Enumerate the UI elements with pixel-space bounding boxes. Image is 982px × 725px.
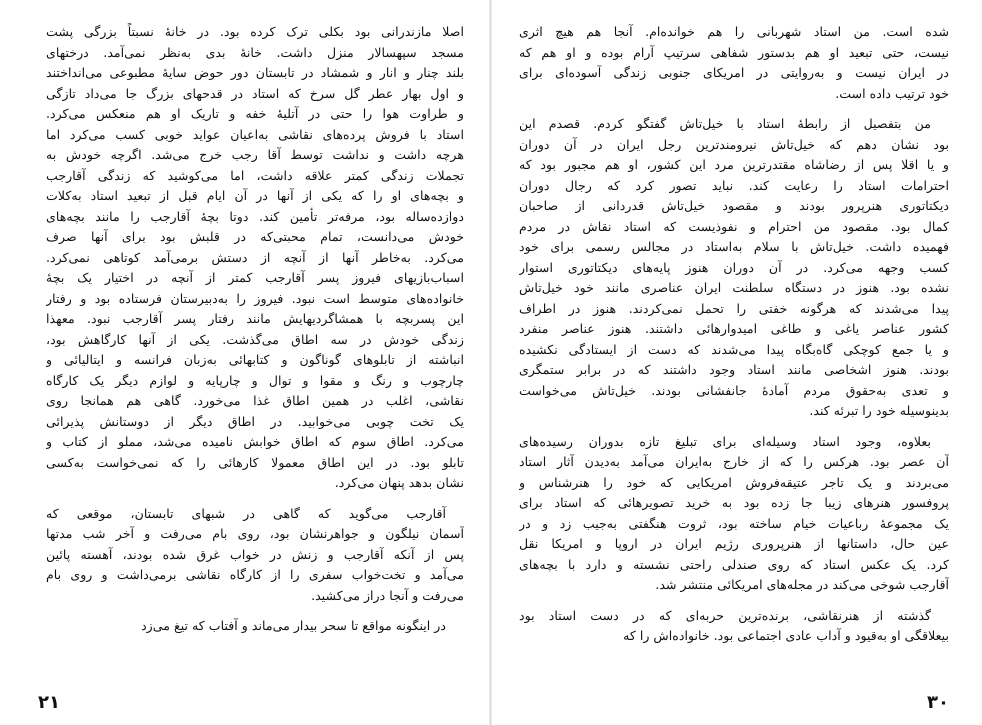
text-line: بلند چنار و انار و شمشاد در تابستان دور حوض سایهٔ مطبوعی می‌انداختند (46, 65, 464, 80)
text-line: بدینوسیله خود را تبرئه کند. (809, 403, 949, 418)
text-line: می‌کرد. به‌خاطر آنها از آنچه از دستش برمی‌آمد کوتاهی نمی‌کرد. (46, 249, 464, 265)
text-line: یک مجموعهٔ رباعیات خیام ساخته بود، ثروت هنگفتی به‌جیب زد و در (519, 515, 949, 531)
text-line: زندگی خودش در سه اطاق می‌گذشت. یکی از آنها کارگاهش بود، (46, 331, 464, 347)
text-line: آن عصر بود. هرکس را که از خارج به‌ایران می‌آمد به‌دیدن آثار استاد (519, 454, 949, 469)
text-line: اصلا مازندرانی بود بکلی ترک کرده بود. در خانهٔ نسبتاً بزرگی پشت (46, 24, 464, 39)
text-line: نقاشی، اغلب در همین اطاق غذا می‌خورد. گاهی هم همانجا روی (46, 393, 464, 408)
text-line: استاد با فروش پرده‌های نقاشی به‌اعیان عواید خوبی کسب می‌کرد اما (46, 126, 464, 142)
paragraph-gap (519, 596, 949, 606)
text-line: می‌بردند و یک تاجر عتیقه‌فروش امریکایی که خود را هنرشناس و (519, 474, 949, 490)
text-line: و تعدی به‌حقوق مردم آمادهٔ جانفشانی بودند. خیل‌تاش می‌خواست (519, 382, 949, 398)
text-line: این پسربچه با همشاگردیهایش مانند رفتار پسر آقارجب نبود. معهذا (46, 311, 464, 326)
text-line: و یا اقلا پس از رضاشاه مقتدرترین مرد این کشور، او هم مجبور بود که (519, 157, 949, 172)
text-line: شده است. من استاد شهربانی را هم خوانده‌ام. آنجا هم هیچ اثری (519, 24, 949, 39)
text-line: کرد. یک عکس استاد که روی صندلی راحتی نشسته و دارد با بچه‌های (519, 556, 949, 572)
text-line: اسباب‌بازیهای فیروز پسر آقارجب کمتر از آنچه در اختیار یک بچهٔ (46, 270, 464, 285)
text-line: فهمیده داشت. خیل‌تاش با سلام به‌استاد در مجالس رسمی برای خود (519, 239, 949, 254)
text-line: می‌رفت و آنجا دراز می‌کشید. (311, 587, 464, 603)
text-line: در اینگونه مواقع تا سحر بیدار می‌ماند و آفتاب که تیغ می‌زد (141, 618, 446, 633)
text-line: احترامات استاد را رعایت کند. نباید تصور کرد که رجال دوران (519, 177, 949, 193)
text-line: کمال بود. مقصود من احترام و نفوذیست که استاد نقاش در مردم (519, 218, 949, 234)
text-line: مسجد سپهسالار منزل داشت. خانهٔ بدی به‌نظر نمی‌آمد. درختهای (46, 44, 464, 60)
text-line: در ایران نیست و به‌روایتی در امریکای جنوبی زندگی آسوده‌ای برای (519, 65, 949, 80)
text-line: و اول بهار عطر گل سرخ که استاد در قدحهای بزرگ جا می‌داد تازگی (46, 85, 464, 101)
text-line: کسب وجهه می‌کرد. در آن دوران هنوز پایه‌های دیکتاتوری استوار (519, 259, 949, 275)
left-page-number: ۲۱ (38, 692, 60, 713)
text-line: گذشته از هنرنقاشی، برنده‌ترین حربه‌ای که در دست استاد بود (519, 607, 931, 623)
text-line: یک تخت چوبی می‌خوابید. در اطاق دیگر از دوستانش پذیرائی (46, 413, 464, 429)
text-line: من بتفصیل از رابطهٔ استاد با خیل‌تاش گفتگو کردم. قصدم این (519, 116, 931, 131)
text-line: نشان بدهد پنهان می‌کرد. (334, 475, 464, 490)
text-line: دیکتاتوری هنرپرور بودند و مقصود خیل‌تاش قدردانی از صاحبان (519, 198, 949, 213)
text-line: و یا جمع کوچکی گاه‌بگاه پیدا می‌شدند که دست از ایستادگی نکشیده (519, 341, 949, 357)
text-line: چارچوب و رنگ و مقوا و توال و چارپایه و لوازم دیگر یک کارگاه (46, 372, 464, 388)
text-line: پس از آنکه آقارجب و زنش در خواب غرق شده بودند، آهسته پائین (46, 546, 464, 562)
right-page (491, 0, 982, 725)
right-page-text (519, 22, 949, 647)
text-line: بودند. هنوز اشخاصی مانند استاد وجود داشتند که در برابر ستمگری (519, 362, 949, 377)
text-line: پروفسور هنرهای زیبا جا زده بود به خرید تصویرهائی که استاد برای (519, 495, 949, 510)
paragraph-gap (519, 104, 949, 114)
text-line: عین حال، داستانها از هنرپروری رژیم ایران در اروپا و امریکا نقل (519, 536, 949, 551)
text-line: نشده بود. هنوز در دستگاه سلطنت ایران عناصری مانند خود خیل‌تاش (519, 280, 949, 295)
text-line: خود ترتیب داده است. (835, 85, 949, 101)
text-line: هرچه داشت و نداشت توسط آقا رجب خرج می‌شد. اگرچه خودش به (46, 147, 464, 162)
text-line: آقارجب می‌گوید که گاهی در شبهای تابستان، موقعی که (46, 505, 446, 521)
text-line: و بچه‌های او را که یکی از آنها در آن ایام قبل از تبعید استاد به‌کلات (46, 188, 464, 203)
text-line: بود نشان دهم که خیل‌تاش نیرومندترین رجل ایران در آن دوران (519, 136, 949, 152)
text-line: نیست، حتی تبعید او هم بدستور شفاهی سرتیپ آرام بوده و او هم که (519, 44, 949, 60)
paragraph-gap (46, 494, 464, 504)
text-line: و طراوت هوا را حتی در آتلیهٔ خفه و تاریک او هم منعکس می‌کرد. (46, 106, 464, 121)
text-line: آقارجب شوخی می‌کند در مجله‌های امریکائی منتشر شد. (655, 577, 949, 592)
text-line: دوازده‌ساله بود، مرفه‌تر تأمین کند. دوتا بچهٔ آقارجب را مانند بچه‌های (46, 208, 464, 224)
text-line: آسمان نیلگون و جواهرنشان بود، روی بام می‌رفت و آخر شب مدتها (46, 526, 464, 541)
text-line: خانواده‌های متوسط است نبود. فیروز را به‌دبیرستان فرستاده بود و رفتار (46, 290, 464, 306)
text-line: بعلاوه، وجود استاد وسیله‌ای برای تبلیغ تازه بدوران رسیده‌های (519, 433, 931, 449)
text-line: می‌کرد. اطاق سوم که اطاق خوابش نامیده می‌شد، مملو از کتاب و (46, 434, 464, 449)
left-page-text (46, 22, 464, 637)
text-line: انباشته از تابلوهای گوناگون و کتابهائی به‌زبان فرانسه و ایتالیائی و (46, 352, 464, 367)
right-page-number: ۳۰ (927, 692, 949, 713)
text-line: خودش می‌دانست، تمام محبتی‌که در قلبش بود برای آنها صرف (46, 229, 464, 244)
text-line: می‌آمد و تخت‌خواب سفری را از کارگاه نقاشی برمی‌داشت و روی بام (46, 567, 464, 582)
paragraph-gap (519, 422, 949, 432)
text-line: تابلو بود. در این اطاق معمولا کارهائی را که نمی‌خواست به‌کسی (46, 454, 464, 470)
text-line: کشور عناصر یاغی و طاغی امیدوارهائی داشتند. هنوز عناصر منفرد (519, 321, 949, 336)
text-line: بیعلاقگی او به‌قیود و آداب عادی اجتماعی بود. خانواده‌اش را که (623, 628, 949, 643)
text-line: پیدا می‌شدند که هرگونه خفتی را تحمل نمی‌کردند. هنوز در اطراف (519, 300, 949, 316)
paragraph-gap (46, 606, 464, 616)
text-line: تجملات زندگی کمتر علاقه داشت، اما می‌کوشید که زندگی آقارجب (46, 167, 464, 183)
